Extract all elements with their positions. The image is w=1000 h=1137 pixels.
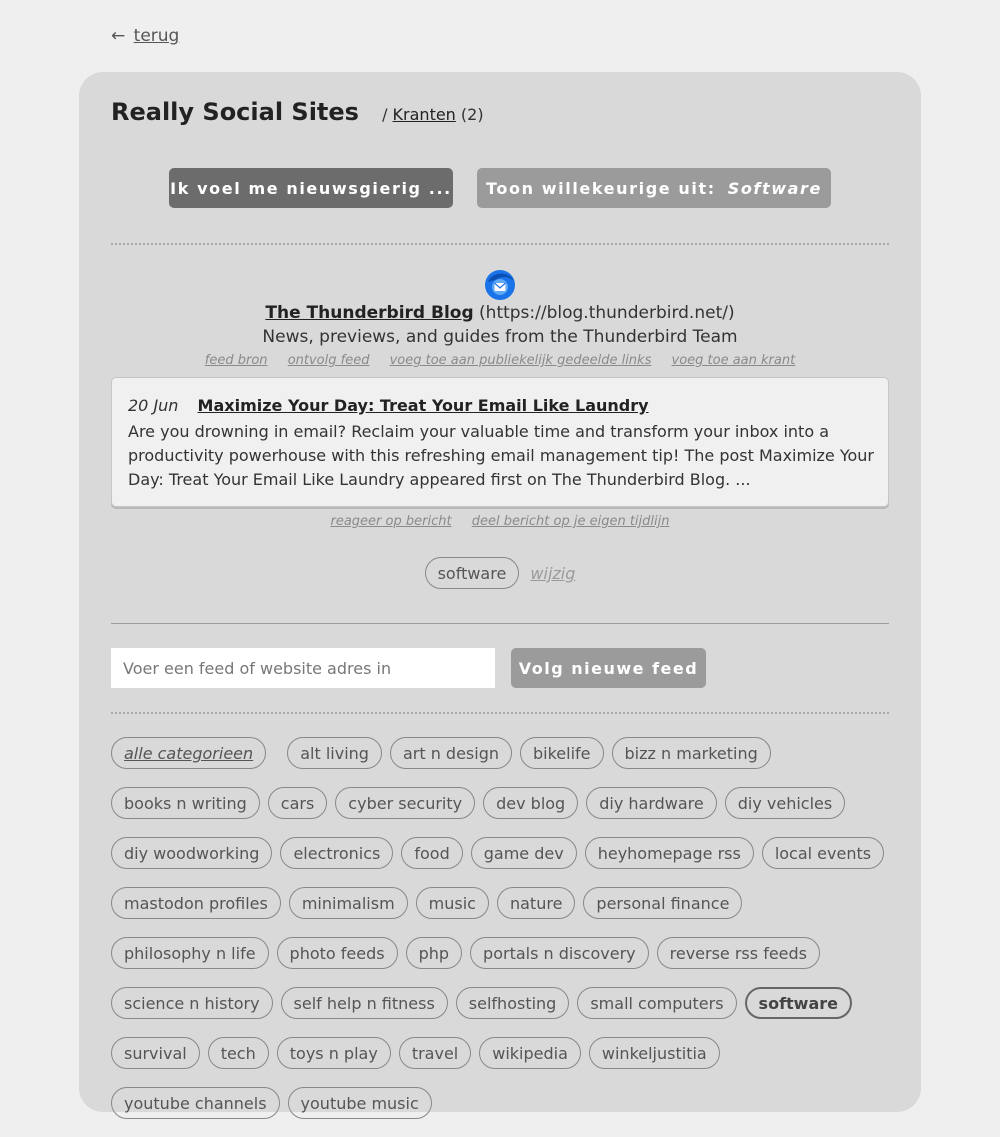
follow-feed-button[interactable] xyxy=(511,648,706,688)
category-tag[interactable]: wikipedia xyxy=(479,1037,581,1069)
feed-url-input[interactable] xyxy=(111,648,495,688)
unfollow-feed-link[interactable]: ontvolg feed xyxy=(287,353,370,368)
breadcrumb-count: (2) xyxy=(460,105,484,124)
category-tag[interactable]: tech xyxy=(208,1037,269,1069)
category-tag[interactable]: minimalism xyxy=(289,887,408,919)
breadcrumb-separator: / xyxy=(382,105,388,124)
feed-source-link[interactable]: feed bron xyxy=(204,353,268,368)
category-list xyxy=(111,737,901,1137)
category-tag[interactable]: food xyxy=(401,837,462,869)
post-header xyxy=(128,396,649,415)
random-button-label: Toon willekeurige uit: xyxy=(486,178,716,198)
category-tag[interactable]: photo feeds xyxy=(277,937,398,969)
feed-category-tag[interactable]: software xyxy=(425,557,520,589)
category-tag[interactable]: art n design xyxy=(390,737,512,769)
category-tag[interactable]: diy vehicles xyxy=(725,787,845,819)
add-public-link[interactable]: voeg toe aan publiekelijk gedeelde links xyxy=(389,353,652,368)
feed-title-link[interactable]: The Thunderbird Blog xyxy=(265,303,474,323)
add-to-newspaper-link[interactable]: voeg toe aan krant xyxy=(671,353,796,368)
category-tag[interactable]: cars xyxy=(268,787,328,819)
category-tag[interactable]: self help n fitness xyxy=(281,987,448,1019)
feed-url-placeholder: Voer een feed of website adres in xyxy=(123,658,392,678)
category-tag[interactable]: software xyxy=(745,987,852,1019)
category-tag[interactable]: heyhomepage rss xyxy=(585,837,754,869)
category-tag[interactable]: diy hardware xyxy=(586,787,717,819)
category-tag[interactable]: game dev xyxy=(471,837,577,869)
category-tag[interactable]: php xyxy=(406,937,462,969)
feed-links xyxy=(79,353,921,368)
feed-description: News, previews, and guides from the Thunderbird Team xyxy=(262,327,738,347)
category-all[interactable]: alle categorieen xyxy=(111,737,266,769)
category-tag[interactable]: reverse rss feeds xyxy=(657,937,820,969)
main-panel xyxy=(79,72,921,1112)
feed-title-line xyxy=(79,303,921,323)
category-tag[interactable]: personal finance xyxy=(583,887,742,919)
category-tag[interactable]: dev blog xyxy=(483,787,578,819)
curious-button-label: Ik voel me nieuwsgierig ... xyxy=(170,178,452,198)
follow-feed-label: Volg nieuwe feed xyxy=(518,658,699,678)
random-category-button[interactable] xyxy=(477,168,831,208)
page-title: Really Social Sites xyxy=(111,98,359,126)
category-tag[interactable]: mastodon profiles xyxy=(111,887,281,919)
category-tag[interactable]: youtube channels xyxy=(111,1087,280,1119)
reply-post-link[interactable]: reageer op bericht xyxy=(330,514,452,529)
category-tag[interactable]: science n history xyxy=(111,987,273,1019)
post-date: 20 Jun xyxy=(128,396,179,415)
category-tag[interactable]: bizz n marketing xyxy=(612,737,771,769)
category-tag[interactable]: winkeljustitia xyxy=(589,1037,720,1069)
breadcrumb xyxy=(382,105,484,124)
share-post-link[interactable]: deel bericht op je eigen tijdlijn xyxy=(471,514,670,529)
back-link[interactable]: terug xyxy=(133,26,180,46)
category-tag[interactable]: selfhosting xyxy=(456,987,570,1019)
edit-category-link[interactable]: wijzig xyxy=(530,564,576,583)
page-header xyxy=(111,98,484,126)
random-button-category: Software xyxy=(727,178,822,198)
category-tag[interactable]: small computers xyxy=(577,987,736,1019)
category-tag[interactable]: books n writing xyxy=(111,787,260,819)
category-tag[interactable]: local events xyxy=(762,837,884,869)
divider xyxy=(111,623,889,624)
feed-tag-row xyxy=(79,557,921,589)
category-tag[interactable]: youtube music xyxy=(288,1087,432,1119)
breadcrumb-kranten-link[interactable]: Kranten xyxy=(392,105,456,124)
dotted-divider-2 xyxy=(111,712,889,714)
category-tag[interactable]: bikelife xyxy=(520,737,604,769)
back-arrow-icon: ← xyxy=(111,26,126,46)
feed-url: (https://blog.thunderbird.net/) xyxy=(479,303,735,323)
back-link-wrap xyxy=(111,26,179,46)
category-tag[interactable]: cyber security xyxy=(335,787,475,819)
post-title-link[interactable]: Maximize Your Day: Treat Your Email Like Laundry xyxy=(197,396,649,415)
category-tag[interactable]: survival xyxy=(111,1037,200,1069)
post-body: Are you drowning in email? Reclaim your valuable time and transform your inbox into a productivity powerhouse with this refreshing email management tip! The post Maximize Your Day: Treat Your Email Like Laundry appeared first on The Thunderbird Blog. ... xyxy=(128,422,874,489)
category-tag[interactable]: nature xyxy=(497,887,575,919)
dotted-divider xyxy=(111,243,889,245)
category-tag[interactable]: portals n discovery xyxy=(470,937,649,969)
category-tag[interactable]: travel xyxy=(399,1037,471,1069)
category-tag[interactable]: music xyxy=(416,887,489,919)
curious-button[interactable] xyxy=(169,168,453,208)
category-tag[interactable]: alt living xyxy=(287,737,382,769)
category-tag[interactable]: electronics xyxy=(280,837,393,869)
post-actions xyxy=(79,514,921,529)
post-card xyxy=(111,377,889,507)
category-tag[interactable]: philosophy n life xyxy=(111,937,269,969)
category-tag[interactable]: toys n play xyxy=(277,1037,391,1069)
category-tag[interactable]: diy woodworking xyxy=(111,837,272,869)
thunderbird-icon xyxy=(483,268,517,302)
